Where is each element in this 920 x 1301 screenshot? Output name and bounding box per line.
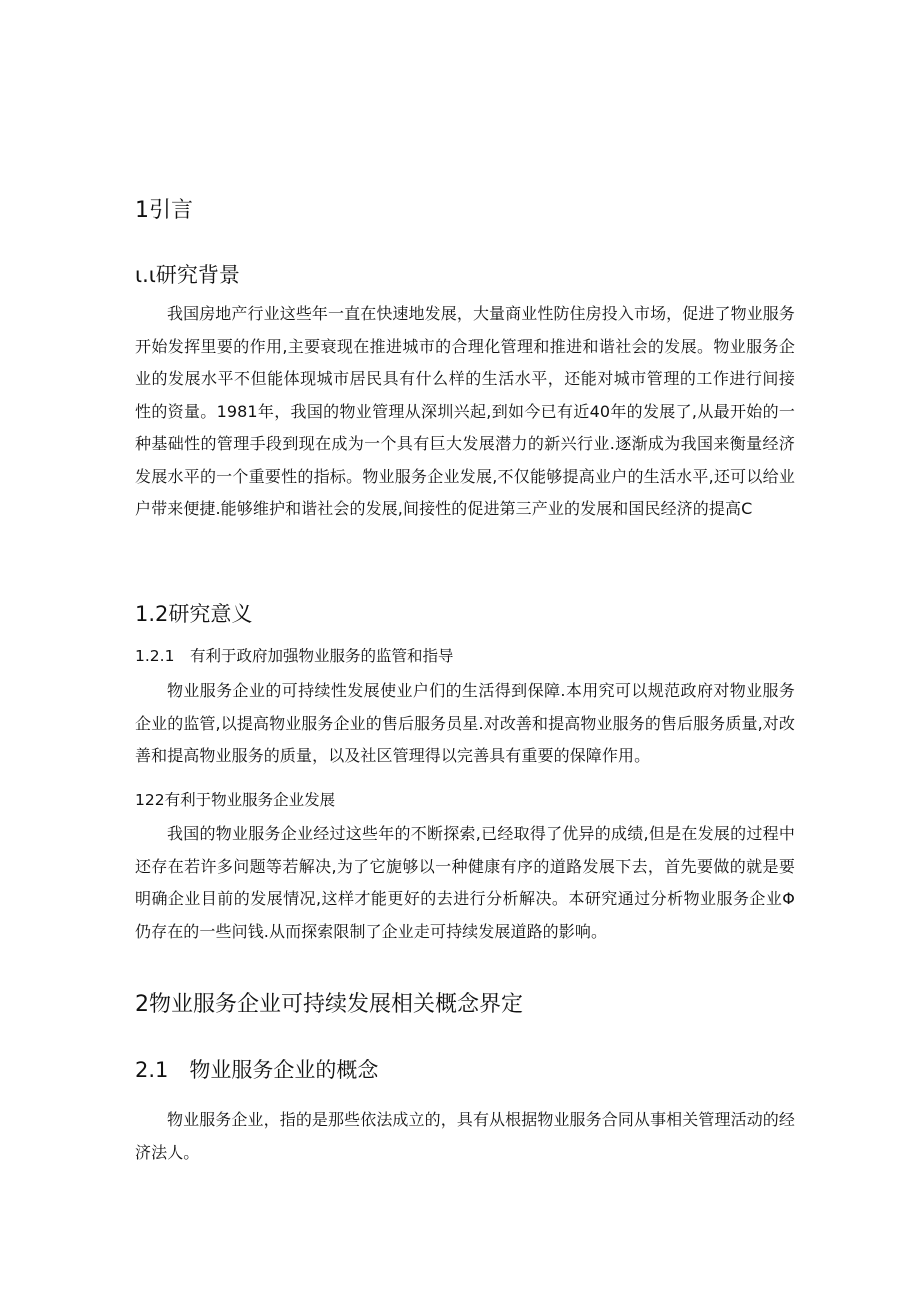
section-1-1-paragraph: 我国房地产行业这些年一直在快速地发展，大量商业性防住房投入市场，促进了物业服务开始发挥里要的作用,主要衰现在推进城市的合理化管理和推进和谐社会的发展。物业服务企业的发展水平不但能体现城市居民具有什么样的生活水平，还能对城市管理的工作进行间接性的资量。1981年，我国的物业管理从深圳兴起,到如今已有近40年的发展了,从最开始的一种基础性的管理手段到现在成为一个具有巨大发展潜力的新兴行业.逐渐成为我国来衡量经济发展水平的一个重要性的指标。物业服务企业发展,不仅能够提高业户的生活水平,还可以给业户带来便捷.能够维护和谐社会的发展,间接性的促进第三产业的发展和国民经济的提高C (135, 304, 795, 518)
section-2-1-heading: 2.1 物业服务企业的概念 (135, 1058, 379, 1082)
section-1-2-2-heading: 122有利于物业服务企业发展 (135, 791, 336, 809)
chapter-2-heading: 2物业服务企业可持续发展相关概念界定 (135, 992, 523, 1017)
chapter-1-heading: 1引言 (135, 198, 193, 223)
section-1-2-1-paragraph: 物业服务企业的可持续性发展使业户们的生活得到保障.本用究可以规范政府对物业服务企业的监管,以提高物业服务企业的售后服务员星.对改善和提高物业服务的售后服务质量,对改善和提高物业服务的质量，以及社区管理得以完善具有重要的保障作用。 (135, 681, 795, 765)
section-1-2-2-paragraph: 我国的物业服务企业经过这些年的不断探索,已经取得了优异的成绩,但是在发展的过程中还存在若许多问题等若解决,为了它旎够以一种健康有序的道路发展下去，首先要做的就是要明确企业目前的发展情况,这样才能更好的去进行分析解决。本研究通过分析物业服务企业Φ仍存在的一些问钱.从而探索限制了企业走可持续发展道路的影响。 (135, 824, 795, 941)
section-1-1-heading: ι.ι研究背景 (135, 263, 240, 287)
section-2-1-paragraph: 物业服务企业，指的是那些依法成立的，具有从根据物业服务合同从事相关管理活动的经济法人。 (135, 1110, 795, 1162)
section-1-2-1-heading: 1.2.1 有利于政府加强物业服务的监管和指导 (135, 647, 454, 665)
section-1-2-heading: 1.2研究意义 (135, 602, 253, 626)
